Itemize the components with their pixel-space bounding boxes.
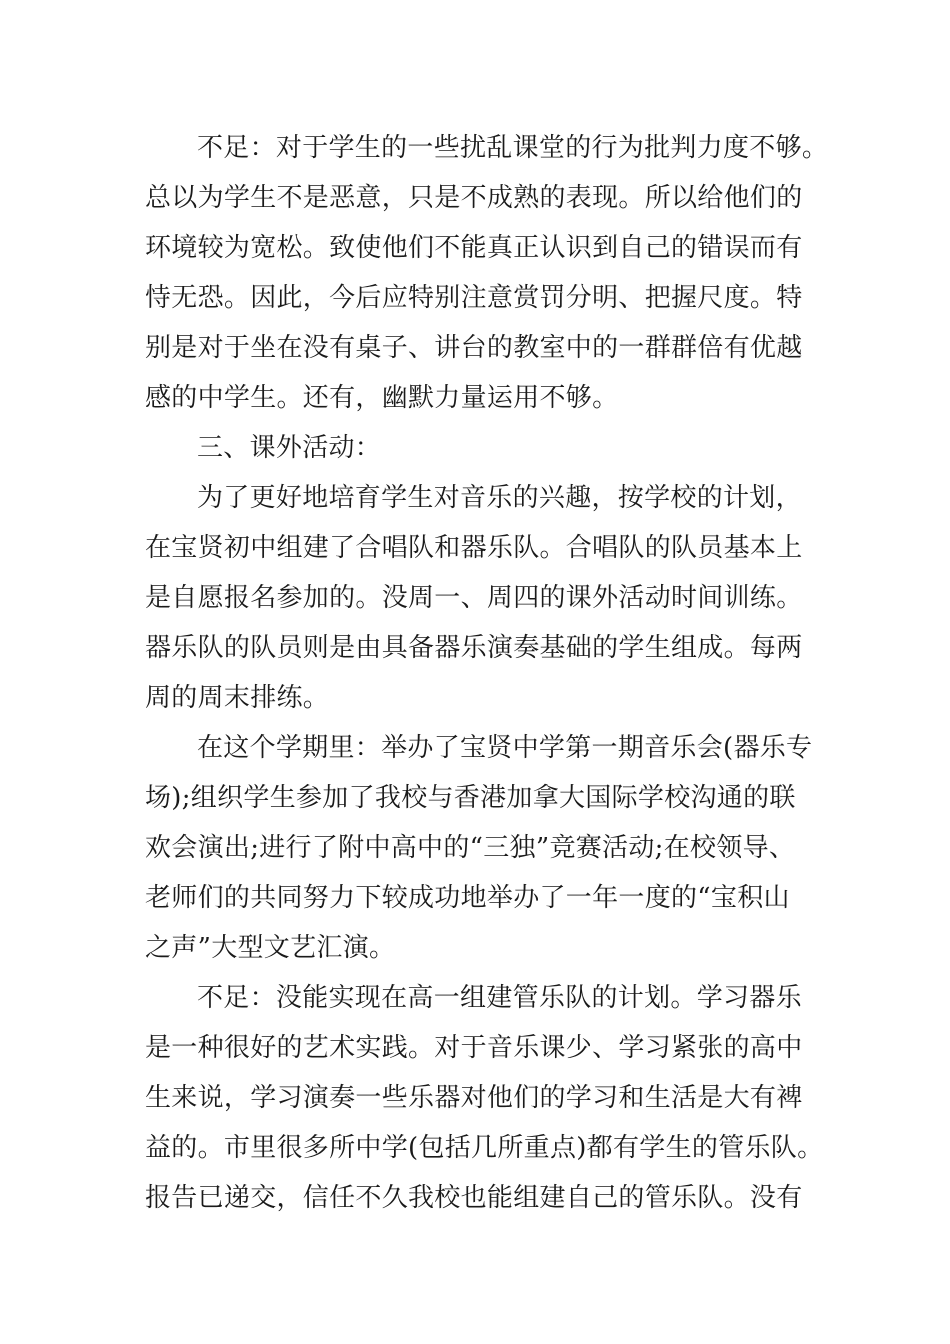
paragraph-line: 不足：没能实现在高一组建管乐队的计划。学习器乐 bbox=[197, 983, 802, 1013]
paragraph-line: 感的中学生。还有，幽默力量运用不够。 bbox=[145, 383, 619, 413]
paragraph-line: 不足：对于学生的一些扰乱课堂的行为批判力度不够。 bbox=[197, 133, 829, 163]
section-heading: 三、课外活动： bbox=[197, 433, 382, 463]
paragraph-line: 恃无恐。因此，今后应特别注意赏罚分明、把握尺度。特 bbox=[145, 283, 803, 313]
paragraph-line: 益的。市里很多所中学(包括几所重点)都有学生的管乐队。 bbox=[145, 1133, 824, 1163]
paragraph-line: 欢会演出;进行了附中高中的“三独”竞赛活动;在校领导、 bbox=[145, 833, 796, 863]
paragraph-line: 总以为学生不是恶意，只是不成熟的表现。所以给他们的 bbox=[145, 183, 803, 213]
paragraph-line: 之声”大型文艺汇演。 bbox=[145, 933, 396, 963]
paragraph-line: 是一种很好的艺术实践。对于音乐课少、学习紧张的高中 bbox=[145, 1033, 803, 1063]
paragraph-line: 器乐队的队员则是由具备器乐演奏基础的学生组成。每两 bbox=[145, 633, 803, 663]
paragraph-line: 老师们的共同努力下较成功地举办了一年一度的“宝积山 bbox=[145, 883, 790, 913]
paragraph-line: 环境较为宽松。致使他们不能真正认识到自己的错误而有 bbox=[145, 233, 803, 263]
paragraph-line: 在这个学期里：举办了宝贤中学第一期音乐会(器乐专 bbox=[197, 733, 813, 763]
paragraph-line: 为了更好地培育学生对音乐的兴趣，按学校的计划， bbox=[197, 483, 802, 513]
paragraph-line: 在宝贤初中组建了合唱队和器乐队。合唱队的队员基本上 bbox=[145, 533, 803, 563]
paragraph-line: 场);组织学生参加了我校与香港加拿大国际学校沟通的联 bbox=[145, 783, 796, 813]
paragraph-line: 是自愿报名参加的。没周一、周四的课外活动时间训练。 bbox=[145, 583, 803, 613]
paragraph-line: 周的周末排练。 bbox=[145, 683, 330, 713]
paragraph-line: 生来说，学习演奏一些乐器对他们的学习和生活是大有裨 bbox=[145, 1083, 803, 1113]
paragraph-line: 报告已递交，信任不久我校也能组建自己的管乐队。没有 bbox=[145, 1183, 803, 1213]
paragraph-line: 别是对于坐在没有桌子、讲台的教室中的一群群倍有优越 bbox=[145, 333, 803, 363]
